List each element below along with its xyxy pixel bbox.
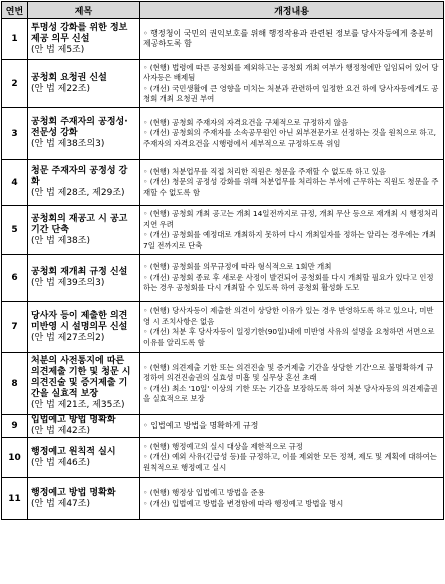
row-title-cell: [28, 353, 140, 415]
row-content-cell: [140, 255, 444, 302]
row-title-cell: [28, 108, 140, 160]
table-header-row: [2, 2, 444, 19]
table-row: [2, 19, 444, 60]
row-number: 5: [2, 206, 28, 255]
row-title: 행정예고 방법 명확화: [31, 487, 116, 498]
table-row: [2, 353, 444, 415]
content-bullet: ◦ (개선) 최소 '10일' 이상의 기한 또는 기간을 보장하도록 하여 처분 당사자등의 의견제출권을 실효적으로 보장: [143, 383, 438, 403]
row-content-cell: [140, 60, 444, 108]
row-title-cell: [28, 60, 140, 108]
row-number: 8: [2, 353, 28, 415]
content-bullet: ◦ (개선) 예외 사유(긴급성 등)를 규정하고, 이를 제외한 모든 정책, 제도 및 계획에 대하여는 원칙적으로 행정예고 실시: [143, 452, 437, 472]
content-bullet: ◦ (현행) 행정예고의 실시 대상을 제한적으로 규정: [143, 441, 303, 451]
row-number: 2: [2, 60, 28, 108]
row-number: 10: [2, 438, 28, 478]
row-content-cell: [140, 302, 444, 353]
row-content-cell: [140, 438, 444, 478]
row-title: 행정예고 원칙적 실시: [31, 446, 116, 457]
content-bullet: ◦ (현행) 공청회 주재자의 자격요건을 구체적으로 규정하지 않음: [143, 117, 349, 127]
row-content-cell: [140, 108, 444, 160]
row-number: 4: [2, 160, 28, 206]
row-title: 공청회 요청권 신설: [31, 72, 107, 83]
content-bullet: ◦ (현행) 처분업무를 직접 처리한 직원은 청문을 주재할 수 없도록 하고 있음: [143, 166, 387, 176]
row-law-reference: (안 법 제46조): [31, 457, 90, 468]
table-row: [2, 478, 444, 520]
content-bullet: ◦ (현행) 행정상 입법예고 방법을 준용: [143, 488, 265, 497]
content-bullet: ◦ 입법예고 방법을 명확하게 규정: [143, 420, 259, 430]
content-bullet: ◦ (개선) 공청회를 예정대로 개최하지 못하여 다시 개최일자를 정하는 알리는 경우에는 개최 7일 전까지로 단축: [143, 230, 436, 250]
row-law-reference: (안 법 제38조의3): [31, 139, 105, 149]
row-title: 입법예고 방법 명확화: [31, 415, 116, 425]
row-title-cell: [28, 438, 140, 478]
content-bullet: ◦ 행정청이 국민의 권익보호를 위해 행정작용과 관련된 정보를 당사자등에게 충분히 제공하도록 함: [143, 28, 434, 48]
row-number: 9: [2, 415, 28, 438]
header-title: 제목: [28, 2, 140, 19]
row-number: 11: [2, 478, 28, 520]
row-title-cell: [28, 206, 140, 255]
row-law-reference: (안 법 제47조): [31, 498, 90, 509]
header-num: 연번: [2, 2, 28, 19]
row-content-cell: [140, 206, 444, 255]
row-title-cell: [28, 160, 140, 206]
table-row: [2, 438, 444, 478]
row-law-reference: (안 법 제21조, 제35조): [31, 400, 125, 410]
content-bullet: ◦ (현행) 당사자등이 제출한 의견이 상당한 이유가 있는 경우 반영하도록 하고 있으나, 미반영 시 조치사항은 없음: [143, 306, 434, 326]
row-number: 1: [2, 19, 28, 60]
table-body: [2, 19, 444, 520]
row-content-cell: [140, 478, 444, 520]
table-row: [2, 60, 444, 108]
content-bullet: ◦ (현행) 공청회 개최 공고는 개최 14일전까지로 규정, 개최 무산 등으로 재개최 시 행정처리 지연 우려: [143, 209, 439, 229]
row-title: 공청회의 재공고 시 공고기간 단축: [31, 213, 128, 235]
row-law-reference: (안 법 제5조): [31, 44, 85, 55]
row-law-reference: (안 법 제38조): [31, 235, 90, 246]
content-bullet: ◦ (개선) 처분 후 당사자등이 일정기한(90일)내에 미반영 사유의 설명을 요청하면 서면으로 이유를 알리도록 함: [143, 327, 435, 347]
table-row: [2, 415, 444, 438]
content-bullet: ◦ (현행) 법령에 따른 공청회를 제외하고는 공청회 개최 여부가 행정청에만 일임되어 있어 당사자등은 배제됨: [143, 62, 439, 82]
header-content: 개정내용: [140, 2, 444, 19]
row-title-cell: [28, 19, 140, 60]
row-number: 7: [2, 302, 28, 353]
row-title: 공청회 재개최 규정 신설: [31, 267, 128, 277]
table-row: [2, 108, 444, 160]
content-bullet: ◦ (현행) 공청회를 의무규정에 따라 형식적으로 1회만 개최: [143, 262, 332, 272]
row-law-reference: (안 법 제28조, 제29조): [31, 188, 125, 198]
row-title-cell: [28, 302, 140, 353]
row-content-cell: [140, 160, 444, 206]
table-row: [2, 255, 444, 302]
content-bullet: ◦ (개선) 입법예고 방법을 변경함에 따라 행정예고 방법을 명시: [143, 498, 344, 508]
row-title-cell: [28, 478, 140, 520]
table-row: [2, 160, 444, 206]
row-title-cell: [28, 255, 140, 302]
content-bullet: ◦ (개선) 공청회의 주재자를 소속공무원인 아닌 외부전문가로 선정하는 것을 원칙으로 하고, 주재자의 자격요건을 시행령에서 세부적으로 규정하도록 위임: [143, 128, 436, 148]
content-bullet: ◦ (현행) 의견제출 기한 또는 의견진술 및 증거제출 기간을 상당한 기간'으로 불명확하게 규정하여 의견진술권의 실효성 미흡 및 실무상 혼선 초래: [143, 362, 434, 382]
table-row: [2, 206, 444, 255]
row-law-reference: (안 법 제22조): [31, 83, 90, 94]
content-bullet: ◦ (개선) 국민생활에 큰 영향을 미치는 처분과 관련하여 일정한 요건 하에 당사자등에게도 공청회 개최 요청권 부여: [143, 83, 439, 103]
row-title: 공청회 주재자의 공정성·전문성 강화: [31, 117, 128, 138]
row-title: 청문 주재자의 공정성 강화: [31, 166, 128, 187]
row-content-cell: [140, 19, 444, 60]
row-title-cell: [28, 415, 140, 438]
row-number: 3: [2, 108, 28, 160]
row-law-reference: (안 법 제42조): [31, 426, 90, 436]
row-content-cell: [140, 353, 444, 415]
content-bullet: ◦ (개선) 공청회 종료 후 새로운 사정이 발견되어 공청회를 다시 개최할 필요가 있다고 인정하는 경우 공청회를 다시 개최할 수 있도록 하여 공청회 활성화 도모: [143, 272, 434, 293]
row-title: 처분의 사전통지에 따른 의견제출 기한 및 청문 시 의견진술 및 증거제출 기간을 실효적 보장: [31, 356, 131, 399]
row-content-cell: [140, 415, 444, 438]
content-bullet: ◦ (개선) 청문의 공정성 강화를 위해 처분업무를 처리하는 부서에 근무하는 직원도 청문을 주재할 수 없도록 함: [143, 177, 439, 197]
table-row: [2, 302, 444, 353]
row-number: 6: [2, 255, 28, 302]
row-law-reference: (안 법 제39조의3): [31, 278, 105, 288]
reform-summary-table: [1, 1, 444, 520]
row-title: 투명성 강화를 위한 정보제공 의무 신설: [31, 22, 128, 44]
row-law-reference: (안 법 제27조의2): [31, 332, 105, 343]
row-title: 당사자 등이 제출한 의견 미반영 시 설명의무 신설: [31, 310, 128, 332]
